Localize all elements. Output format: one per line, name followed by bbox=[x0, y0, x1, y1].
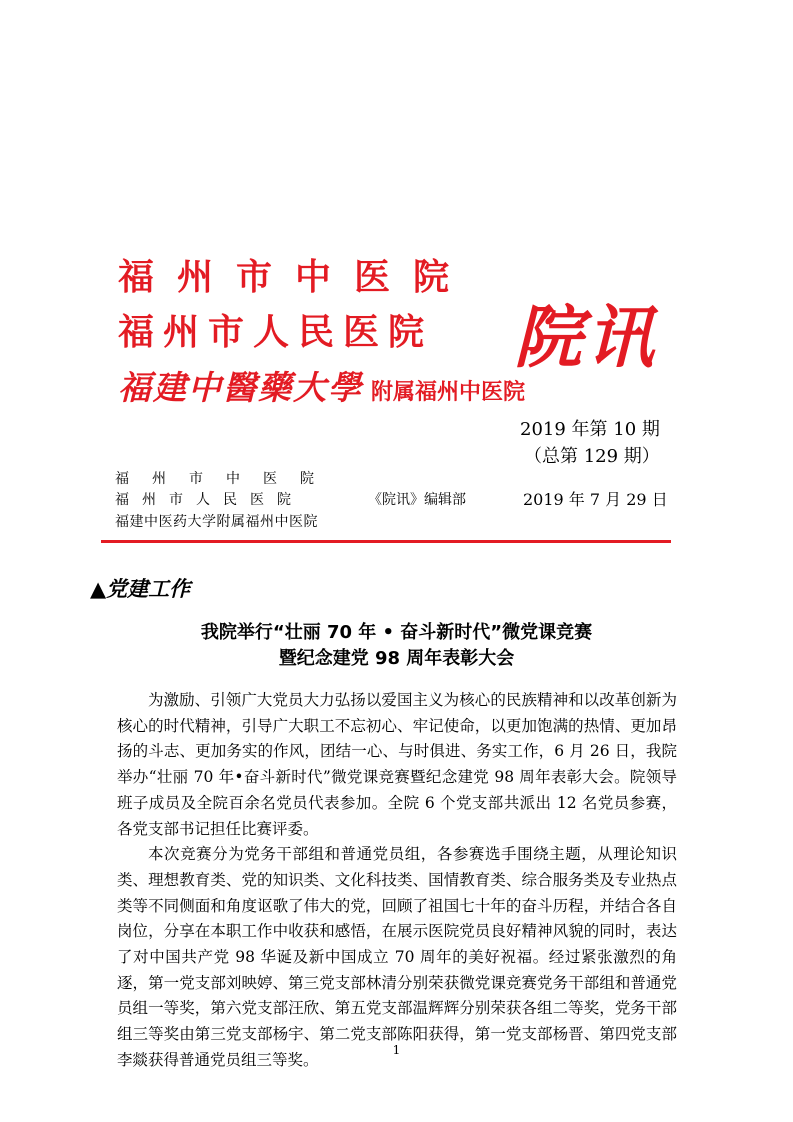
section-heading: ▲党建工作 bbox=[90, 577, 191, 601]
article-title-line1: 我院举行“壮丽 70 年 • 奋斗新时代”微党课竞赛 bbox=[200, 622, 593, 643]
issue-date: 2019 年 7 月 29 日 bbox=[523, 490, 668, 509]
paragraph-1: 为激励、引领广大党员大力弘扬以爱国主义为核心的民族精神和以改革创新为核心的时代精神，引导广大职工不忘初心、牢记使命，以更加饱满的热情、更加昂扬的斗志、更加务实的作风，团结一心、与时俱进、务实工作，6 月 26 日，我院举办“壮丽 70 年•奋斗新时代”微党课竞赛暨纪念建党 98 周年表彰大会。院领导班子成员及全院百余名党员代表参加。全院 6 个党支部共派出 12 名党员参赛，各党支部书记担任比赛评委。 bbox=[117, 691, 677, 838]
page-number: 1 bbox=[392, 1043, 401, 1057]
header-org-1: 福州市中医院 bbox=[115, 471, 337, 487]
masthead-line3 bbox=[118, 366, 525, 415]
article-body bbox=[117, 688, 677, 1074]
brand-calligraphy-title: 院讯 bbox=[514, 298, 659, 378]
issue-total: （总第 129 期） bbox=[524, 446, 660, 467]
masthead-line1: 福州市中医院 bbox=[118, 257, 473, 298]
paragraph-2: 本次竞赛分为党务干部组和普通党员组，各参赛选手围绕主题，从理论知识类、理想教育类、党的知识类、文化科技类、国情教育类、综合服务类及专业热点类等不同侧面和角度讴歌了伟大的党，回顾了祖国七十年的奋斗历程，并结合各自岗位，分享在本职工作中收获和感悟，在展示医院党员良好精神风貌的同时，表达了对中国共产党 98 华诞及新中国成立 70 周年的美好祝福。经过紧张激烈的角逐，第一党支部刘映婷、第三党支部林清分别荣获微党课竞赛党务干部组和普通党员组一等奖，第六党支部汪欣、第五党支部温辉辉分别荣获各组二等奖，党务干部组三等奖由第三党支部杨宇、第二党支部陈阳获得，第一党支部杨晋、第四党支部李燚获得普通党员组三等奖。 bbox=[117, 845, 677, 1069]
issue-number: 2019 年第 10 期 bbox=[520, 419, 660, 440]
masthead-affiliate: 附属福州中医院 bbox=[371, 380, 526, 405]
header-org-2: 福州市人民医院 bbox=[115, 492, 304, 508]
article-title-line2: 暨纪念建党 98 周年表彰大会 bbox=[278, 648, 515, 669]
editor-department: 《院讯》编辑部 bbox=[368, 492, 466, 508]
header-org-3: 福建中医药大学附属福州中医院 bbox=[115, 514, 318, 530]
masthead-line2: 福州市人民医院 bbox=[118, 312, 434, 353]
university-calligraphy-logo: 福建中醫藥大學 bbox=[118, 368, 363, 407]
header-divider bbox=[101, 540, 671, 543]
